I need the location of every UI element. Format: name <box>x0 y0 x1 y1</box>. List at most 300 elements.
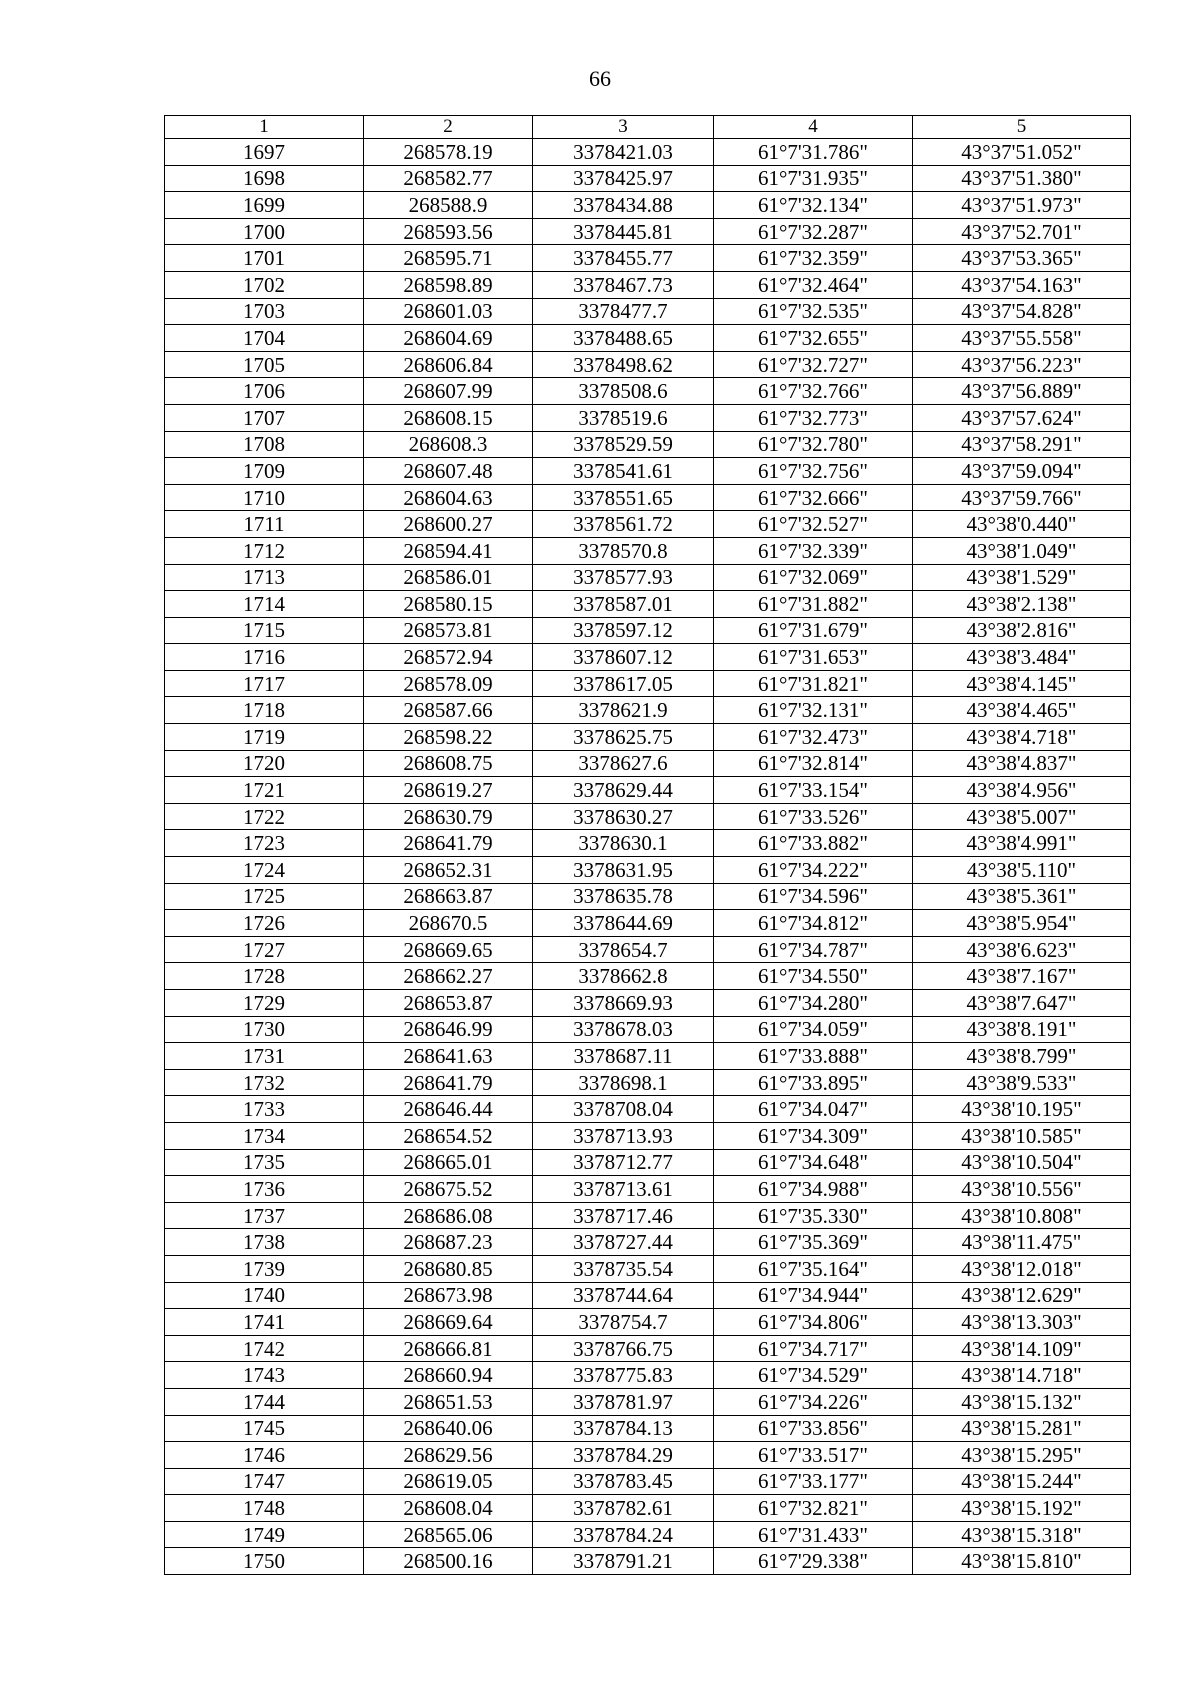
table-row <box>165 910 1131 937</box>
x-coordinate-cell: 268669.65 <box>364 936 533 963</box>
table-row <box>165 537 1131 564</box>
latitude-cell: 43°37'51.052" <box>913 139 1131 166</box>
x-coordinate-cell: 268608.04 <box>364 1495 533 1522</box>
x-coordinate-cell: 268669.64 <box>364 1309 533 1336</box>
x-coordinate-cell: 268598.89 <box>364 271 533 298</box>
longitude-cell: 61°7'34.596" <box>714 883 913 910</box>
longitude-cell: 61°7'33.856" <box>714 1415 913 1442</box>
latitude-cell: 43°38'2.138" <box>913 591 1131 618</box>
longitude-cell: 61°7'35.330" <box>714 1202 913 1229</box>
longitude-cell: 61°7'33.526" <box>714 803 913 830</box>
point-number-cell: 1748 <box>165 1495 364 1522</box>
x-coordinate-cell: 268651.53 <box>364 1388 533 1415</box>
y-coordinate-cell: 3378551.65 <box>533 484 714 511</box>
latitude-cell: 43°38'7.647" <box>913 990 1131 1017</box>
x-coordinate-cell: 268573.81 <box>364 617 533 644</box>
y-coordinate-cell: 3378783.45 <box>533 1468 714 1495</box>
point-number-cell: 1713 <box>165 564 364 591</box>
longitude-cell: 61°7'34.648" <box>714 1149 913 1176</box>
latitude-cell: 43°38'10.585" <box>913 1122 1131 1149</box>
y-coordinate-cell: 3378791.21 <box>533 1548 714 1575</box>
longitude-cell: 61°7'33.895" <box>714 1069 913 1096</box>
point-number-cell: 1698 <box>165 165 364 192</box>
latitude-cell: 43°38'10.195" <box>913 1096 1131 1123</box>
table-row <box>165 1415 1131 1442</box>
y-coordinate-cell: 3378561.72 <box>533 511 714 538</box>
x-coordinate-cell: 268654.52 <box>364 1122 533 1149</box>
table-row <box>165 830 1131 857</box>
y-coordinate-cell: 3378775.83 <box>533 1362 714 1389</box>
table-row <box>165 724 1131 751</box>
latitude-cell: 43°38'5.110" <box>913 857 1131 884</box>
table-row <box>165 351 1131 378</box>
y-coordinate-cell: 3378712.77 <box>533 1149 714 1176</box>
y-coordinate-cell: 3378498.62 <box>533 351 714 378</box>
y-coordinate-cell: 3378625.75 <box>533 724 714 751</box>
latitude-cell: 43°38'6.623" <box>913 936 1131 963</box>
latitude-cell: 43°38'1.529" <box>913 564 1131 591</box>
point-number-cell: 1712 <box>165 537 364 564</box>
x-coordinate-cell: 268578.09 <box>364 670 533 697</box>
point-number-cell: 1744 <box>165 1388 364 1415</box>
table-row <box>165 1176 1131 1203</box>
x-coordinate-cell: 268600.27 <box>364 511 533 538</box>
point-number-cell: 1711 <box>165 511 364 538</box>
longitude-cell: 61°7'34.059" <box>714 1016 913 1043</box>
table-header <box>165 116 1131 139</box>
y-coordinate-cell: 3378508.6 <box>533 378 714 405</box>
longitude-cell: 61°7'32.464" <box>714 271 913 298</box>
y-coordinate-cell: 3378577.93 <box>533 564 714 591</box>
x-coordinate-cell: 268601.03 <box>364 298 533 325</box>
table-row <box>165 883 1131 910</box>
y-coordinate-cell: 3378617.05 <box>533 670 714 697</box>
y-coordinate-cell: 3378784.24 <box>533 1521 714 1548</box>
y-coordinate-cell: 3378782.61 <box>533 1495 714 1522</box>
longitude-cell: 61°7'34.944" <box>714 1282 913 1309</box>
latitude-cell: 43°38'4.718" <box>913 724 1131 751</box>
point-number-cell: 1709 <box>165 458 364 485</box>
table-row <box>165 218 1131 245</box>
latitude-cell: 43°37'56.223" <box>913 351 1131 378</box>
point-number-cell: 1724 <box>165 857 364 884</box>
x-coordinate-cell: 268608.3 <box>364 431 533 458</box>
point-number-cell: 1702 <box>165 271 364 298</box>
latitude-cell: 43°38'13.303" <box>913 1309 1131 1336</box>
longitude-cell: 61°7'32.131" <box>714 697 913 724</box>
point-number-cell: 1749 <box>165 1521 364 1548</box>
x-coordinate-cell: 268619.27 <box>364 777 533 804</box>
x-coordinate-cell: 268607.99 <box>364 378 533 405</box>
longitude-cell: 61°7'32.727" <box>714 351 913 378</box>
x-coordinate-cell: 268588.9 <box>364 192 533 219</box>
table-row <box>165 1548 1131 1575</box>
x-coordinate-cell: 268646.44 <box>364 1096 533 1123</box>
longitude-cell: 61°7'34.280" <box>714 990 913 1017</box>
longitude-cell: 61°7'32.473" <box>714 724 913 751</box>
latitude-cell: 43°38'8.191" <box>913 1016 1131 1043</box>
x-coordinate-cell: 268641.63 <box>364 1043 533 1070</box>
longitude-cell: 61°7'34.529" <box>714 1362 913 1389</box>
y-coordinate-cell: 3378488.65 <box>533 325 714 352</box>
point-number-cell: 1703 <box>165 298 364 325</box>
y-coordinate-cell: 3378678.03 <box>533 1016 714 1043</box>
table-row <box>165 777 1131 804</box>
table-row <box>165 564 1131 591</box>
x-coordinate-cell: 268598.22 <box>364 724 533 751</box>
y-coordinate-cell: 3378635.78 <box>533 883 714 910</box>
latitude-cell: 43°37'52.701" <box>913 218 1131 245</box>
table-row <box>165 857 1131 884</box>
latitude-cell: 43°38'10.808" <box>913 1202 1131 1229</box>
longitude-cell: 61°7'34.550" <box>714 963 913 990</box>
table-row <box>165 484 1131 511</box>
point-number-cell: 1700 <box>165 218 364 245</box>
x-coordinate-cell: 268666.81 <box>364 1335 533 1362</box>
table-row <box>165 298 1131 325</box>
x-coordinate-cell: 268687.23 <box>364 1229 533 1256</box>
point-number-cell: 1735 <box>165 1149 364 1176</box>
latitude-cell: 43°38'3.484" <box>913 644 1131 671</box>
latitude-cell: 43°37'51.973" <box>913 192 1131 219</box>
latitude-cell: 43°37'56.889" <box>913 378 1131 405</box>
y-coordinate-cell: 3378541.61 <box>533 458 714 485</box>
table-row <box>165 1442 1131 1469</box>
point-number-cell: 1704 <box>165 325 364 352</box>
longitude-cell: 61°7'31.433" <box>714 1521 913 1548</box>
point-number-cell: 1729 <box>165 990 364 1017</box>
y-coordinate-cell: 3378713.93 <box>533 1122 714 1149</box>
longitude-cell: 61°7'32.527" <box>714 511 913 538</box>
point-number-cell: 1706 <box>165 378 364 405</box>
point-number-cell: 1731 <box>165 1043 364 1070</box>
latitude-cell: 43°38'5.361" <box>913 883 1131 910</box>
latitude-cell: 43°38'12.629" <box>913 1282 1131 1309</box>
point-number-cell: 1745 <box>165 1415 364 1442</box>
point-number-cell: 1716 <box>165 644 364 671</box>
table-row <box>165 697 1131 724</box>
longitude-cell: 61°7'34.812" <box>714 910 913 937</box>
longitude-cell: 61°7'31.882" <box>714 591 913 618</box>
longitude-cell: 61°7'33.177" <box>714 1468 913 1495</box>
longitude-cell: 61°7'32.134" <box>714 192 913 219</box>
latitude-cell: 43°38'10.556" <box>913 1176 1131 1203</box>
y-coordinate-cell: 3378781.97 <box>533 1388 714 1415</box>
point-number-cell: 1722 <box>165 803 364 830</box>
page-number: 66 <box>589 66 611 91</box>
latitude-cell: 43°38'5.007" <box>913 803 1131 830</box>
x-coordinate-cell: 268629.56 <box>364 1442 533 1469</box>
latitude-cell: 43°37'57.624" <box>913 404 1131 431</box>
longitude-cell: 61°7'32.756" <box>714 458 913 485</box>
point-number-cell: 1726 <box>165 910 364 937</box>
x-coordinate-cell: 268606.84 <box>364 351 533 378</box>
x-coordinate-cell: 268670.5 <box>364 910 533 937</box>
longitude-cell: 61°7'32.821" <box>714 1495 913 1522</box>
longitude-cell: 61°7'34.309" <box>714 1122 913 1149</box>
table-row <box>165 963 1131 990</box>
y-coordinate-cell: 3378654.7 <box>533 936 714 963</box>
y-coordinate-cell: 3378698.1 <box>533 1069 714 1096</box>
point-number-cell: 1732 <box>165 1069 364 1096</box>
longitude-cell: 61°7'34.787" <box>714 936 913 963</box>
point-number-cell: 1699 <box>165 192 364 219</box>
x-coordinate-cell: 268662.27 <box>364 963 533 990</box>
y-coordinate-cell: 3378717.46 <box>533 1202 714 1229</box>
y-coordinate-cell: 3378425.97 <box>533 165 714 192</box>
longitude-cell: 61°7'31.786" <box>714 139 913 166</box>
latitude-cell: 43°38'15.192" <box>913 1495 1131 1522</box>
latitude-cell: 43°37'58.291" <box>913 431 1131 458</box>
latitude-cell: 43°38'7.167" <box>913 963 1131 990</box>
y-coordinate-cell: 3378529.59 <box>533 431 714 458</box>
latitude-cell: 43°38'5.954" <box>913 910 1131 937</box>
x-coordinate-cell: 268594.41 <box>364 537 533 564</box>
table-row <box>165 670 1131 697</box>
point-number-cell: 1738 <box>165 1229 364 1256</box>
x-coordinate-cell: 268663.87 <box>364 883 533 910</box>
longitude-cell: 61°7'34.222" <box>714 857 913 884</box>
table-row <box>165 990 1131 1017</box>
y-coordinate-cell: 3378627.6 <box>533 750 714 777</box>
x-coordinate-cell: 268572.94 <box>364 644 533 671</box>
point-number-cell: 1705 <box>165 351 364 378</box>
point-number-cell: 1721 <box>165 777 364 804</box>
table-row <box>165 1335 1131 1362</box>
longitude-cell: 61°7'31.821" <box>714 670 913 697</box>
table-row <box>165 750 1131 777</box>
latitude-cell: 43°38'10.504" <box>913 1149 1131 1176</box>
point-number-cell: 1733 <box>165 1096 364 1123</box>
y-coordinate-cell: 3378477.7 <box>533 298 714 325</box>
table-row <box>165 1069 1131 1096</box>
point-number-cell: 1737 <box>165 1202 364 1229</box>
y-coordinate-cell: 3378597.12 <box>533 617 714 644</box>
x-coordinate-cell: 268593.56 <box>364 218 533 245</box>
point-number-cell: 1741 <box>165 1309 364 1336</box>
point-number-cell: 1708 <box>165 431 364 458</box>
y-coordinate-cell: 3378713.61 <box>533 1176 714 1203</box>
longitude-cell: 61°7'32.339" <box>714 537 913 564</box>
point-number-cell: 1725 <box>165 883 364 910</box>
y-coordinate-cell: 3378669.93 <box>533 990 714 1017</box>
latitude-cell: 43°38'4.837" <box>913 750 1131 777</box>
latitude-cell: 43°37'53.365" <box>913 245 1131 272</box>
point-number-cell: 1697 <box>165 139 364 166</box>
y-coordinate-cell: 3378631.95 <box>533 857 714 884</box>
y-coordinate-cell: 3378735.54 <box>533 1255 714 1282</box>
table-row <box>165 1521 1131 1548</box>
point-number-cell: 1728 <box>165 963 364 990</box>
y-coordinate-cell: 3378570.8 <box>533 537 714 564</box>
table-row <box>165 644 1131 671</box>
longitude-cell: 61°7'34.047" <box>714 1096 913 1123</box>
table-row <box>165 404 1131 431</box>
latitude-cell: 43°38'0.440" <box>913 511 1131 538</box>
table-row <box>165 139 1131 166</box>
latitude-cell: 43°38'15.132" <box>913 1388 1131 1415</box>
longitude-cell: 61°7'32.814" <box>714 750 913 777</box>
point-number-cell: 1742 <box>165 1335 364 1362</box>
latitude-cell: 43°37'59.766" <box>913 484 1131 511</box>
latitude-cell: 43°38'15.281" <box>913 1415 1131 1442</box>
longitude-cell: 61°7'33.154" <box>714 777 913 804</box>
point-number-cell: 1730 <box>165 1016 364 1043</box>
table-row <box>165 1388 1131 1415</box>
x-coordinate-cell: 268607.48 <box>364 458 533 485</box>
longitude-cell: 61°7'34.806" <box>714 1309 913 1336</box>
point-number-cell: 1723 <box>165 830 364 857</box>
point-number-cell: 1739 <box>165 1255 364 1282</box>
x-coordinate-cell: 268587.66 <box>364 697 533 724</box>
latitude-cell: 43°38'15.244" <box>913 1468 1131 1495</box>
x-coordinate-cell: 268640.06 <box>364 1415 533 1442</box>
y-coordinate-cell: 3378467.73 <box>533 271 714 298</box>
longitude-cell: 61°7'31.679" <box>714 617 913 644</box>
y-coordinate-cell: 3378727.44 <box>533 1229 714 1256</box>
x-coordinate-cell: 268673.98 <box>364 1282 533 1309</box>
x-coordinate-cell: 268653.87 <box>364 990 533 1017</box>
x-coordinate-cell: 268660.94 <box>364 1362 533 1389</box>
table-row <box>165 1282 1131 1309</box>
point-number-cell: 1707 <box>165 404 364 431</box>
latitude-cell: 43°38'4.991" <box>913 830 1131 857</box>
y-coordinate-cell: 3378421.03 <box>533 139 714 166</box>
longitude-cell: 61°7'32.766" <box>714 378 913 405</box>
table-row <box>165 1495 1131 1522</box>
point-number-cell: 1701 <box>165 245 364 272</box>
longitude-cell: 61°7'32.359" <box>714 245 913 272</box>
y-coordinate-cell: 3378687.11 <box>533 1043 714 1070</box>
table-row <box>165 511 1131 538</box>
latitude-cell: 43°38'15.295" <box>913 1442 1131 1469</box>
longitude-cell: 61°7'32.535" <box>714 298 913 325</box>
table-row <box>165 1043 1131 1070</box>
point-number-cell: 1710 <box>165 484 364 511</box>
y-coordinate-cell: 3378607.12 <box>533 644 714 671</box>
point-number-cell: 1736 <box>165 1176 364 1203</box>
coordinates-table <box>164 115 1131 1575</box>
longitude-cell: 61°7'33.888" <box>714 1043 913 1070</box>
x-coordinate-cell: 268641.79 <box>364 1069 533 1096</box>
latitude-cell: 43°37'54.163" <box>913 271 1131 298</box>
y-coordinate-cell: 3378434.88 <box>533 192 714 219</box>
latitude-cell: 43°37'55.558" <box>913 325 1131 352</box>
table-row <box>165 1468 1131 1495</box>
y-coordinate-cell: 3378662.8 <box>533 963 714 990</box>
x-coordinate-cell: 268608.15 <box>364 404 533 431</box>
x-coordinate-cell: 268630.79 <box>364 803 533 830</box>
longitude-cell: 61°7'29.338" <box>714 1548 913 1575</box>
x-coordinate-cell: 268646.99 <box>364 1016 533 1043</box>
y-coordinate-cell: 3378630.1 <box>533 830 714 857</box>
header-row <box>165 116 1131 139</box>
latitude-cell: 43°38'15.318" <box>913 1521 1131 1548</box>
latitude-cell: 43°37'59.094" <box>913 458 1131 485</box>
x-coordinate-cell: 268582.77 <box>364 165 533 192</box>
point-number-cell: 1715 <box>165 617 364 644</box>
latitude-cell: 43°38'8.799" <box>913 1043 1131 1070</box>
table-row <box>165 1149 1131 1176</box>
point-number-cell: 1720 <box>165 750 364 777</box>
table-row <box>165 165 1131 192</box>
longitude-cell: 61°7'33.517" <box>714 1442 913 1469</box>
point-number-cell: 1743 <box>165 1362 364 1389</box>
table-row <box>165 378 1131 405</box>
point-number-cell: 1718 <box>165 697 364 724</box>
latitude-cell: 43°38'15.810" <box>913 1548 1131 1575</box>
y-coordinate-cell: 3378784.13 <box>533 1415 714 1442</box>
latitude-cell: 43°38'1.049" <box>913 537 1131 564</box>
longitude-cell: 61°7'34.717" <box>714 1335 913 1362</box>
y-coordinate-cell: 3378644.69 <box>533 910 714 937</box>
latitude-cell: 43°38'4.465" <box>913 697 1131 724</box>
x-coordinate-cell: 268578.19 <box>364 139 533 166</box>
table-row <box>165 1096 1131 1123</box>
y-coordinate-cell: 3378744.64 <box>533 1282 714 1309</box>
y-coordinate-cell: 3378519.6 <box>533 404 714 431</box>
latitude-cell: 43°38'12.018" <box>913 1255 1131 1282</box>
column-header-5: 5 <box>913 116 1131 139</box>
y-coordinate-cell: 3378708.04 <box>533 1096 714 1123</box>
table-body <box>165 139 1131 1575</box>
x-coordinate-cell: 268608.75 <box>364 750 533 777</box>
x-coordinate-cell: 268500.16 <box>364 1548 533 1575</box>
x-coordinate-cell: 268604.63 <box>364 484 533 511</box>
table-row <box>165 1362 1131 1389</box>
y-coordinate-cell: 3378766.75 <box>533 1335 714 1362</box>
longitude-cell: 61°7'32.780" <box>714 431 913 458</box>
table-row <box>165 803 1131 830</box>
table-row <box>165 192 1131 219</box>
column-header-1: 1 <box>165 116 364 139</box>
y-coordinate-cell: 3378587.01 <box>533 591 714 618</box>
longitude-cell: 61°7'31.653" <box>714 644 913 671</box>
y-coordinate-cell: 3378754.7 <box>533 1309 714 1336</box>
latitude-cell: 43°38'11.475" <box>913 1229 1131 1256</box>
point-number-cell: 1727 <box>165 936 364 963</box>
latitude-cell: 43°38'9.533" <box>913 1069 1131 1096</box>
latitude-cell: 43°37'51.380" <box>913 165 1131 192</box>
column-header-2: 2 <box>364 116 533 139</box>
point-number-cell: 1719 <box>165 724 364 751</box>
latitude-cell: 43°38'14.718" <box>913 1362 1131 1389</box>
column-header-4: 4 <box>714 116 913 139</box>
latitude-cell: 43°37'54.828" <box>913 298 1131 325</box>
latitude-cell: 43°38'4.956" <box>913 777 1131 804</box>
table-row <box>165 1122 1131 1149</box>
x-coordinate-cell: 268565.06 <box>364 1521 533 1548</box>
y-coordinate-cell: 3378455.77 <box>533 245 714 272</box>
x-coordinate-cell: 268580.15 <box>364 591 533 618</box>
longitude-cell: 61°7'32.069" <box>714 564 913 591</box>
x-coordinate-cell: 268665.01 <box>364 1149 533 1176</box>
table-row <box>165 1255 1131 1282</box>
point-number-cell: 1714 <box>165 591 364 618</box>
table-row <box>165 617 1131 644</box>
table-row <box>165 458 1131 485</box>
x-coordinate-cell: 268652.31 <box>364 857 533 884</box>
x-coordinate-cell: 268595.71 <box>364 245 533 272</box>
x-coordinate-cell: 268675.52 <box>364 1176 533 1203</box>
table-row <box>165 936 1131 963</box>
table-row <box>165 271 1131 298</box>
y-coordinate-cell: 3378630.27 <box>533 803 714 830</box>
x-coordinate-cell: 268641.79 <box>364 830 533 857</box>
point-number-cell: 1747 <box>165 1468 364 1495</box>
point-number-cell: 1717 <box>165 670 364 697</box>
column-header-3: 3 <box>533 116 714 139</box>
